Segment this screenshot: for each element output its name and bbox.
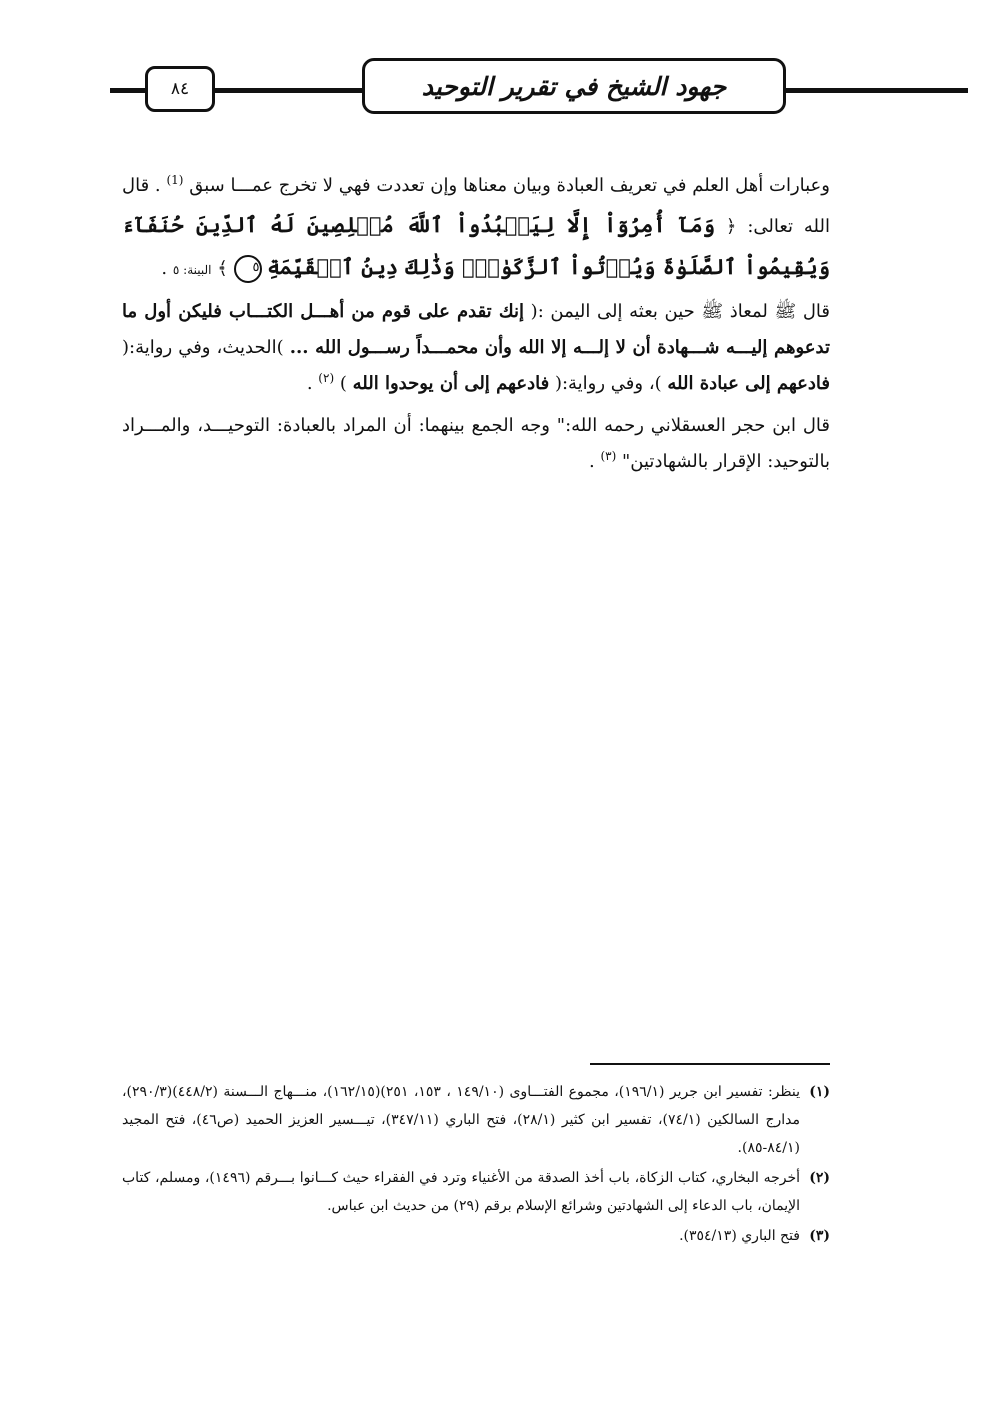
paragraph-ibn-hajar: [122, 408, 830, 480]
hadith-text-main: إنك تقدم على قوم من أهـــل الكتـــاب فليكن أول ما تدعوهم إليـــه شـــهادة أن لا إلـــه إلا الله وأن محمـــداً رســـول الله ...: [122, 301, 830, 358]
footnote-number: (٣): [809, 1228, 830, 1244]
footnotes: [122, 1078, 830, 1250]
quran-bracket-close: ﴾: [217, 258, 228, 279]
quote-end: .: [588, 451, 595, 472]
footnote-ref-1[interactable]: (1): [166, 173, 184, 187]
footnote-ref-3[interactable]: (٣): [600, 449, 617, 463]
footnote-text: أخرجه البخاري، كتاب الزكاة، باب أخذ الصدقة من الأغنياء وترد في الفقراء حيث كـــانوا بـــرقم (١٤٩٦)، ومسلم، كتاب الإيمان، باب الدعاء إلى الشهادتين وشرائع الإسلام برقم (٢٩) من حديث ابن عباس.: [122, 1170, 801, 1214]
hadith-connector-1: )الحديث، وفي رواية:(: [122, 337, 284, 358]
header-rule-left: [110, 88, 150, 93]
footnote-1: [122, 1078, 830, 1162]
paragraph-hadith: [122, 294, 830, 402]
footnote-number: (١): [809, 1084, 830, 1100]
ayah-number-marker: ٥: [234, 255, 262, 283]
page-number: ٨٤: [145, 66, 215, 112]
hadith-variant-2: فادعهم إلى أن يوحدوا الله: [352, 373, 550, 394]
hadith-end: .: [306, 373, 313, 394]
footnote-number: (٢): [809, 1170, 830, 1186]
hadith-connector-2: )، وفي رواية:(: [554, 373, 662, 394]
footnote-text: فتح الباري (٣٥٤/١٣).: [679, 1228, 800, 1244]
paragraph-definition: [122, 168, 830, 288]
ibn-hajar-quote: قال ابن حجر العسقلاني رحمه الله:" وجه الجمع بينهما: أن المراد بالعبادة: التوحيـــد، والمـــراد بالتوحيد: الإقرار بالشهادتين": [122, 415, 830, 472]
paragraph-intro: وعبارات أهل العلم في تعريف العبادة وبيان معناها وإن تعددت فهي لا تخرج عمـــا سبق: [189, 175, 830, 196]
quran-verse: وَمَآ أُمِرُوٓاْ إِلَّا لِيَعۡبُدُواْ ٱللَّهَ مُخۡلِصِينَ لَهُ ٱلدِّينَ حُنَفَآءَ وَيُقِيمُواْ ٱلصَّلَوٰةَ وَيُؤۡتُواْ ٱلزَّكَوٰةَۚ وَذَٰلِكَ دِينُ ٱلۡقَيِّمَةِ: [122, 212, 830, 279]
hadith-close-paren: ): [339, 373, 347, 394]
footnote-2: [122, 1164, 830, 1220]
footnote-text: ينظر: تفسير ابن جرير (١٩٦/١)، مجموع الفتـــاوى (١٤٩/١٠ ، ١٥٣، ٢٥١)(١٦٢/١٥)، منـــهاج الـــسنة (٤٤٨/٢)(٢٩٠/٣)، مدارج السالكين (٧٤/١)، تفسير ابن كثير (٢٨/١)، فتح الباري (٣٤٧/١١)، تيـــسير العزيز الحميد (ص٤٦)، فتح المجيد (٨٤/١-٨٥).: [122, 1084, 801, 1156]
book-title: جهود الشيخ في تقرير التوحيد: [362, 58, 786, 114]
header-rule-right: [780, 88, 968, 93]
page-header: [0, 0, 992, 130]
surah-reference: البينة: ٥: [172, 263, 212, 277]
sentence-end: .: [161, 258, 168, 279]
footnote-3: [122, 1222, 830, 1250]
hadith-variant-1: فادعهم إلى عبادة الله: [667, 373, 830, 394]
footnote-ref-2[interactable]: (٢): [318, 371, 335, 385]
main-text: [122, 168, 830, 480]
header-rule-middle: [212, 88, 368, 93]
hadith-lead: قال ﷺ لمعاذ ﷺ حين بعثه إلى اليمن :(: [530, 301, 830, 322]
quran-bracket-open: ﴿: [725, 216, 737, 237]
verse-lead: . قال الله تعالى:: [122, 175, 831, 237]
footnote-separator: [590, 1063, 830, 1065]
